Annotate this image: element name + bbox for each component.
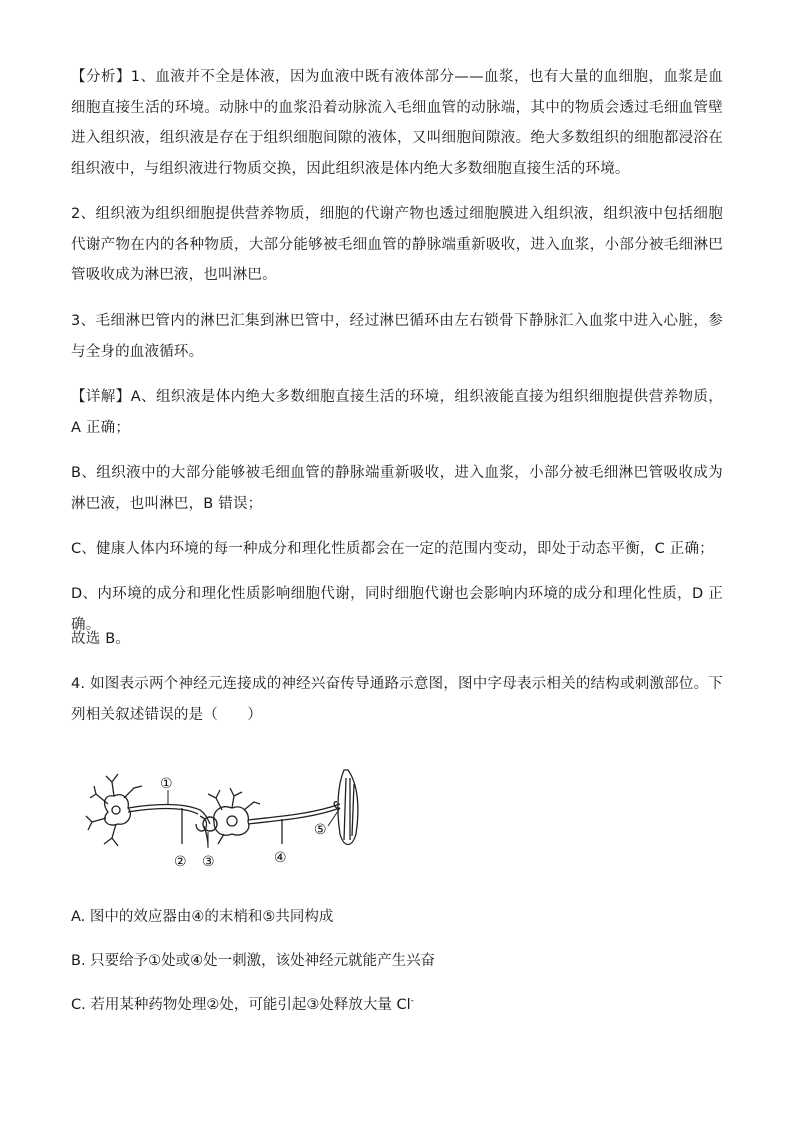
analysis-paragraph-1: 【分析】1、血液并不全是体液，因为血液中既有液体部分——血浆，也有大量的血细胞，血浆是血细胞直接生活的环境。动脉中的血浆沿着动脉流入毛细血管的动脉端，其中的物质会透过毛细血管壁进入组织液，组织液是存在于组织细胞间隙的液体，又叫细胞间隙液。绝大多数组织的细胞都浸浴在组织液中，与组织液进行物质交换，因此组织液是体内绝大多数细胞直接生活的环境。 <box>71 69 723 177</box>
answer-line: 故选 B。 <box>71 631 131 647</box>
neuron-1 <box>86 774 210 846</box>
detail-option-d: D、内环境的成分和理化性质影响细胞代谢，同时细胞代谢也会影响内环境的成分和理化性质，D 正确。 <box>71 586 723 633</box>
label-5: ⑤ <box>314 822 327 838</box>
label-2: ② <box>174 854 187 870</box>
detail-option-a: 【详解】A、组织液是体内绝大多数细胞直接生活的环境，组织液能直接为组织细胞提供营养物质，A 正确； <box>71 389 723 436</box>
chloride-superscript: - <box>410 996 414 1007</box>
analysis-paragraph-3: 3、毛细淋巴管内的淋巴汇集到淋巴管中，经过淋巴循环由左右锁骨下静脉汇入血浆中进入心脏，参与全身的血液循环。 <box>71 313 723 360</box>
label-3: ③ <box>202 854 215 870</box>
detail-option-c: C、健康人体内环境的每一种成分和理化性质都会在一定的范围内变动，即处于动态平衡，C 正确； <box>71 541 714 557</box>
label-4: ④ <box>274 850 287 866</box>
question-stem: 4. 如图表示两个神经元连接成的神经兴奋传导通路示意图，图中字母表示相关的结构或刺激部位。下列相关叙述错误的是（ ） <box>71 676 723 723</box>
option-a: A. 图中的效应器由④的末梢和⑤共同构成 <box>71 909 334 925</box>
figure-labels <box>160 776 327 870</box>
neuron-pathway-figure <box>82 764 372 874</box>
option-b: B. 只要给予①处或④处一刺激，该处神经元就能产生兴奋 <box>71 953 436 969</box>
muscle <box>334 770 358 845</box>
detail-option-b: B、组织液中的大部分能够被毛细血管的静脉端重新吸收，进入血浆，小部分被毛细淋巴管吸收成为淋巴液，也叫淋巴，B 错误； <box>71 465 723 512</box>
option-c-text: C. 若用某种药物处理②处，可能引起③处释放大量 Cl <box>71 997 411 1013</box>
analysis-paragraph-2: 2、组织液为组织细胞提供营养物质，细胞的代谢产物也透过细胞膜进入组织液，组织液中包括细胞代谢产物在内的各种物质，大部分能够被毛细血管的静脉端重新吸收，进入血浆，小部分被毛细淋巴管吸收成为淋巴液，也叫淋巴。 <box>71 206 723 283</box>
option-c <box>71 990 723 1020</box>
label-1: ① <box>160 776 173 792</box>
